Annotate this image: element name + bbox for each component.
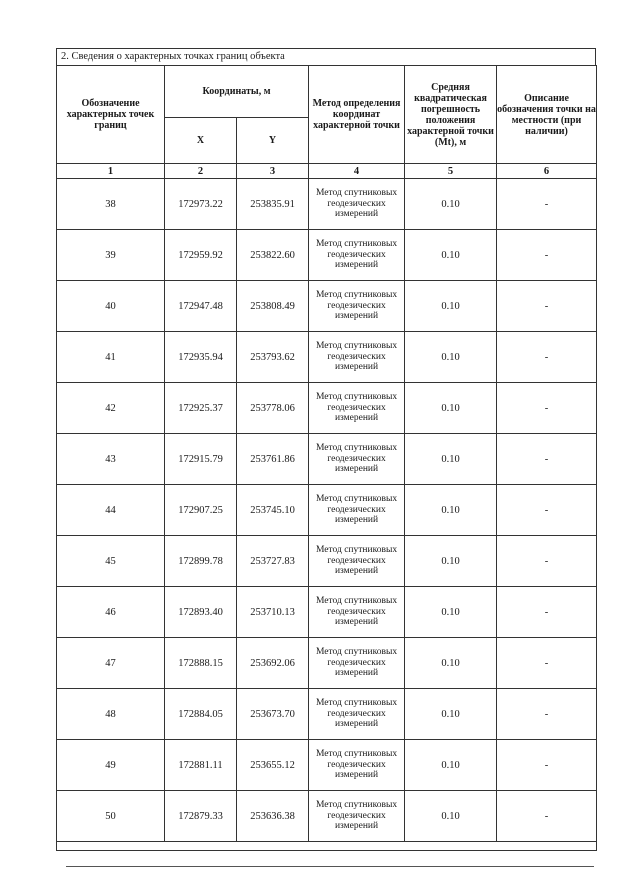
- coordinate-x-cell: 172884.05: [165, 689, 237, 740]
- section-title: 2. Сведения о характерных точках границ объекта: [56, 48, 596, 65]
- table-row: [57, 587, 597, 638]
- table-row: [57, 536, 597, 587]
- coordinate-y-cell: 253636.38: [237, 791, 309, 842]
- column-number: 4: [309, 164, 405, 179]
- table-row: [57, 332, 597, 383]
- point-number-cell: 42: [57, 383, 165, 434]
- error-cell: 0.10: [405, 791, 497, 842]
- method-cell: Метод спутниковых геодезических измерений: [309, 434, 405, 485]
- table-row: [57, 638, 597, 689]
- coordinate-x-cell: 172881.11: [165, 740, 237, 791]
- point-number-cell: 47: [57, 638, 165, 689]
- point-number-cell: 39: [57, 230, 165, 281]
- point-number-cell: 46: [57, 587, 165, 638]
- description-cell: -: [497, 587, 597, 638]
- coordinate-y-cell: 253745.10: [237, 485, 309, 536]
- description-cell: -: [497, 281, 597, 332]
- point-number-cell: 43: [57, 434, 165, 485]
- method-cell: Метод спутниковых геодезических измерений: [309, 536, 405, 587]
- coordinate-x-cell: 172893.40: [165, 587, 237, 638]
- table-row: [57, 434, 597, 485]
- description-cell: -: [497, 740, 597, 791]
- table-tail-cell: [57, 842, 597, 851]
- table-row: [57, 179, 597, 230]
- header-coordinates: Координаты, м: [165, 66, 309, 118]
- error-cell: 0.10: [405, 587, 497, 638]
- method-cell: Метод спутниковых геодезических измерений: [309, 332, 405, 383]
- method-cell: Метод спутниковых геодезических измерений: [309, 638, 405, 689]
- description-cell: -: [497, 332, 597, 383]
- coordinate-x-cell: 172925.37: [165, 383, 237, 434]
- method-cell: Метод спутниковых геодезических измерений: [309, 587, 405, 638]
- point-number-cell: 49: [57, 740, 165, 791]
- table-body: [57, 164, 597, 851]
- table-row: [57, 485, 597, 536]
- point-number-cell: 41: [57, 332, 165, 383]
- table-row: [57, 383, 597, 434]
- column-number: 3: [237, 164, 309, 179]
- error-cell: 0.10: [405, 536, 497, 587]
- method-cell: Метод спутниковых геодезических измерений: [309, 740, 405, 791]
- coordinate-x-cell: 172935.94: [165, 332, 237, 383]
- table-row: [57, 740, 597, 791]
- header-point: Обозначение характерных точек границ: [57, 66, 165, 164]
- coordinate-y-cell: 253808.49: [237, 281, 309, 332]
- header-description: Описание обозначения точки на местности (при наличии): [497, 66, 597, 164]
- coordinate-x-cell: 172947.48: [165, 281, 237, 332]
- column-number: 5: [405, 164, 497, 179]
- coordinate-x-cell: 172888.15: [165, 638, 237, 689]
- point-number-cell: 48: [57, 689, 165, 740]
- coordinate-x-cell: 172915.79: [165, 434, 237, 485]
- point-number-cell: 40: [57, 281, 165, 332]
- point-number-cell: 44: [57, 485, 165, 536]
- description-cell: -: [497, 638, 597, 689]
- coordinate-y-cell: 253673.70: [237, 689, 309, 740]
- table-tail-row: [57, 842, 597, 851]
- method-cell: Метод спутниковых геодезических измерений: [309, 791, 405, 842]
- header-x: X: [165, 118, 237, 164]
- description-cell: -: [497, 434, 597, 485]
- header-y: Y: [237, 118, 309, 164]
- point-number-cell: 38: [57, 179, 165, 230]
- table-row: [57, 791, 597, 842]
- point-number-cell: 50: [57, 791, 165, 842]
- description-cell: -: [497, 485, 597, 536]
- error-cell: 0.10: [405, 332, 497, 383]
- coordinate-y-cell: 253761.86: [237, 434, 309, 485]
- header-method: Метод определения координат характерной точки: [309, 66, 405, 164]
- error-cell: 0.10: [405, 638, 497, 689]
- error-cell: 0.10: [405, 689, 497, 740]
- description-cell: -: [497, 383, 597, 434]
- point-number-cell: 45: [57, 536, 165, 587]
- column-number-row: [57, 164, 597, 179]
- method-cell: Метод спутниковых геодезических измерений: [309, 383, 405, 434]
- coordinate-y-cell: 253655.12: [237, 740, 309, 791]
- description-cell: -: [497, 689, 597, 740]
- column-number: 6: [497, 164, 597, 179]
- boundary-points-sheet: [56, 48, 596, 851]
- method-cell: Метод спутниковых геодезических измерений: [309, 689, 405, 740]
- coordinate-x-cell: 172907.25: [165, 485, 237, 536]
- coordinate-y-cell: 253835.91: [237, 179, 309, 230]
- method-cell: Метод спутниковых геодезических измерений: [309, 179, 405, 230]
- table-row: [57, 689, 597, 740]
- boundary-points-table: [56, 65, 597, 851]
- coordinate-y-cell: 253727.83: [237, 536, 309, 587]
- header-error: Средняя квадратическая погрешность положения характерной точки (Mt), м: [405, 66, 497, 164]
- description-cell: -: [497, 791, 597, 842]
- coordinate-y-cell: 253778.06: [237, 383, 309, 434]
- description-cell: -: [497, 536, 597, 587]
- error-cell: 0.10: [405, 281, 497, 332]
- coordinate-y-cell: 253692.06: [237, 638, 309, 689]
- error-cell: 0.10: [405, 383, 497, 434]
- coordinate-x-cell: 172959.92: [165, 230, 237, 281]
- error-cell: 0.10: [405, 179, 497, 230]
- error-cell: 0.10: [405, 485, 497, 536]
- coordinate-y-cell: 253710.13: [237, 587, 309, 638]
- method-cell: Метод спутниковых геодезических измерений: [309, 230, 405, 281]
- coordinate-y-cell: 253822.60: [237, 230, 309, 281]
- error-cell: 0.10: [405, 740, 497, 791]
- description-cell: -: [497, 179, 597, 230]
- footer-divider: [66, 866, 594, 867]
- column-number: 1: [57, 164, 165, 179]
- error-cell: 0.10: [405, 230, 497, 281]
- column-number: 2: [165, 164, 237, 179]
- coordinate-x-cell: 172879.33: [165, 791, 237, 842]
- coordinate-x-cell: 172973.22: [165, 179, 237, 230]
- description-cell: -: [497, 230, 597, 281]
- table-row: [57, 230, 597, 281]
- table-row: [57, 281, 597, 332]
- method-cell: Метод спутниковых геодезических измерений: [309, 281, 405, 332]
- coordinate-x-cell: 172899.78: [165, 536, 237, 587]
- coordinate-y-cell: 253793.62: [237, 332, 309, 383]
- method-cell: Метод спутниковых геодезических измерений: [309, 485, 405, 536]
- error-cell: 0.10: [405, 434, 497, 485]
